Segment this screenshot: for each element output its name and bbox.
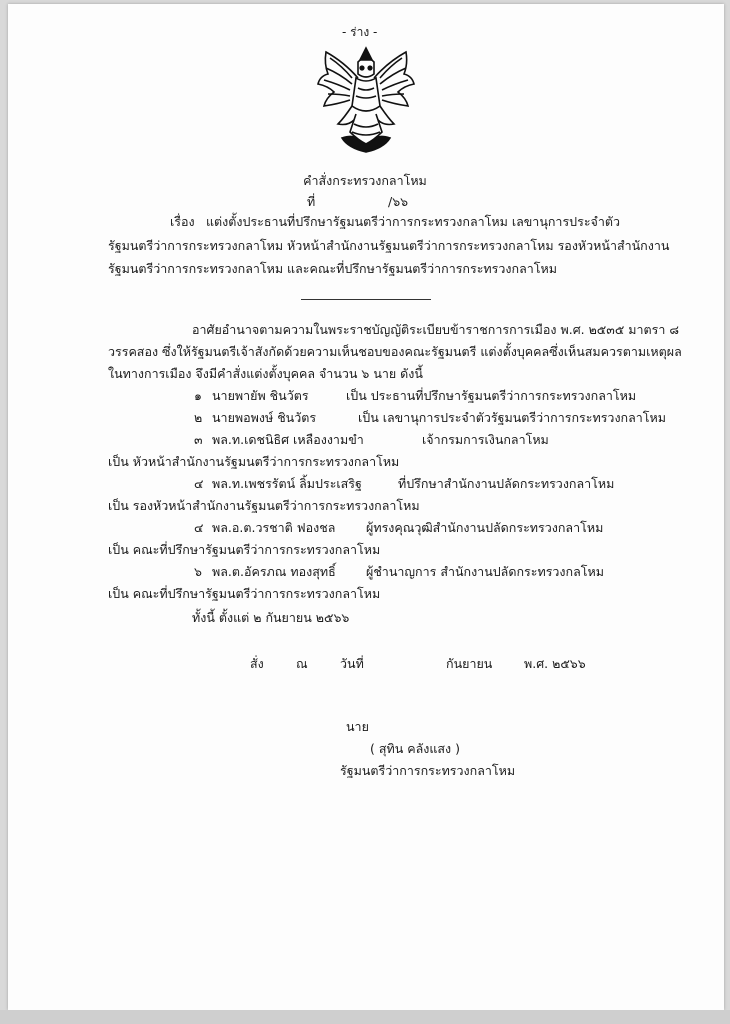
ordered-date-label: วันที่: [340, 656, 364, 671]
appointee-name: พล.อ.ต.วรชาติ ฟองชล: [212, 520, 336, 535]
subject-label: เรื่อง: [170, 214, 195, 229]
appointee-number: ๓: [194, 432, 203, 447]
appointee-current-post: ผู้ชำนาญการ สำนักงานปลัดกระทรวงกลโหม: [366, 564, 604, 579]
photo-bottom-edge: [0, 1010, 730, 1024]
appointee-name: พล.ท.เดชนิธิศ เหลืองงามขำ: [212, 432, 364, 447]
appointee-name: พล.ท.เพชรรัตน์ ลิ้มประเสริฐ: [212, 476, 362, 491]
ordered-year: พ.ศ. ๒๕๖๖: [524, 656, 586, 671]
appointee-current-post: ผู้ทรงคุณวุฒิสำนักงานปลัดกระทรวงกลาโหม: [366, 520, 604, 535]
subject-line-1: แต่งตั้งประธานที่ปรึกษารัฐมนตรีว่าการกระทรวงกลาโหม เลขานุการประจำตัว: [206, 214, 621, 229]
appointee-number: ๖: [194, 564, 202, 579]
order-title: คำสั่งกระทรวงกลาโหม: [303, 173, 427, 188]
body-paragraph-line-1: อาศัยอำนาจตามความในพระราชบัญญัติระเบียบข้าราชการการเมือง พ.ศ. ๒๕๓๕ มาตรา ๘: [192, 322, 679, 337]
signature-prefix: นาย: [346, 719, 369, 734]
appointee-position: เป็น คณะที่ปรึกษารัฐมนตรีว่าการกระทรวงกลาโหม: [108, 542, 381, 557]
appointee-name: นายพอพงษ์ ชินวัตร: [212, 410, 317, 425]
appointee-number: ๔: [194, 476, 204, 491]
ordered-label: สั่ง: [250, 656, 264, 671]
ordered-at-label: ณ: [296, 656, 308, 671]
effective-date: ทั้งนี้ ตั้งแต่ ๒ กันยายน ๒๕๖๖: [192, 610, 350, 625]
ordered-month: กันยายน: [446, 656, 493, 671]
appointee-number: ๑: [194, 388, 202, 403]
appointee-name: พล.ต.อัครภณ ทองสุทธิ์: [212, 564, 336, 579]
order-number-suffix: /๖๖: [388, 194, 409, 209]
appointee-current-post: เจ้ากรมการเงินกลาโหม: [422, 432, 549, 447]
body-paragraph-line-2: วรรคสอง ซึ่งให้รัฐมนตรีเจ้าสังกัดด้วยความเห็นชอบของคณะรัฐมนตรี แต่งตั้งบุคคลซึ่งเห็นสมควรตามเหตุผล: [108, 344, 682, 359]
subject-line-2: รัฐมนตรีว่าการกระทรวงกลาโหม หัวหน้าสำนักงานรัฐมนตรีว่าการกระทรวงกลาโหม รองหัวหน้าสำนักงาน: [108, 238, 670, 253]
signatory-name: ( สุทิน คลังแสง ): [370, 741, 461, 756]
appointee-position: เป็น รองหัวหน้าสำนักงานรัฐมนตรีว่าการกระทรวงกลาโหม: [108, 498, 420, 513]
draft-mark: - ร่าง -: [342, 25, 378, 39]
appointee-position: เป็น หัวหน้าสำนักงานรัฐมนตรีว่าการกระทรวงกลาโหม: [108, 454, 400, 469]
order-number-prefix: ที่: [307, 194, 316, 209]
garuda-emblem-icon: [314, 44, 418, 154]
appointee-position: เป็น คณะที่ปรึกษารัฐมนตรีว่าการกระทรวงกลาโหม: [108, 586, 381, 601]
appointee-position: เป็น ประธานที่ปรึกษารัฐมนตรีว่าการกระทรวงกลาโหม: [346, 388, 637, 403]
appointee-position: เป็น เลขานุการประจำตัวรัฐมนตรีว่าการกระทรวงกลาโหม: [358, 410, 666, 425]
appointee-current-post: ที่ปรึกษาสำนักงานปลัดกระทรวงกลาโหม: [398, 476, 615, 491]
subject-line-3: รัฐมนตรีว่าการกระทรวงกลาโหม และคณะที่ปรึกษารัฐมนตรีว่าการกระทรวงกลาโหม: [108, 261, 557, 276]
appointee-name: นายพายัพ ชินวัตร: [212, 388, 309, 403]
appointee-number: ๒: [194, 410, 203, 425]
appointee-number: ๔: [194, 520, 204, 535]
body-paragraph-line-3: ในทางการเมือง จึงมีคำสั่งแต่งตั้งบุคคล จำนวน ๖ นาย ดังนี้: [108, 366, 423, 381]
signatory-position: รัฐมนตรีว่าการกระทรวงกลาโหม: [340, 763, 516, 778]
divider-line: [301, 299, 431, 300]
